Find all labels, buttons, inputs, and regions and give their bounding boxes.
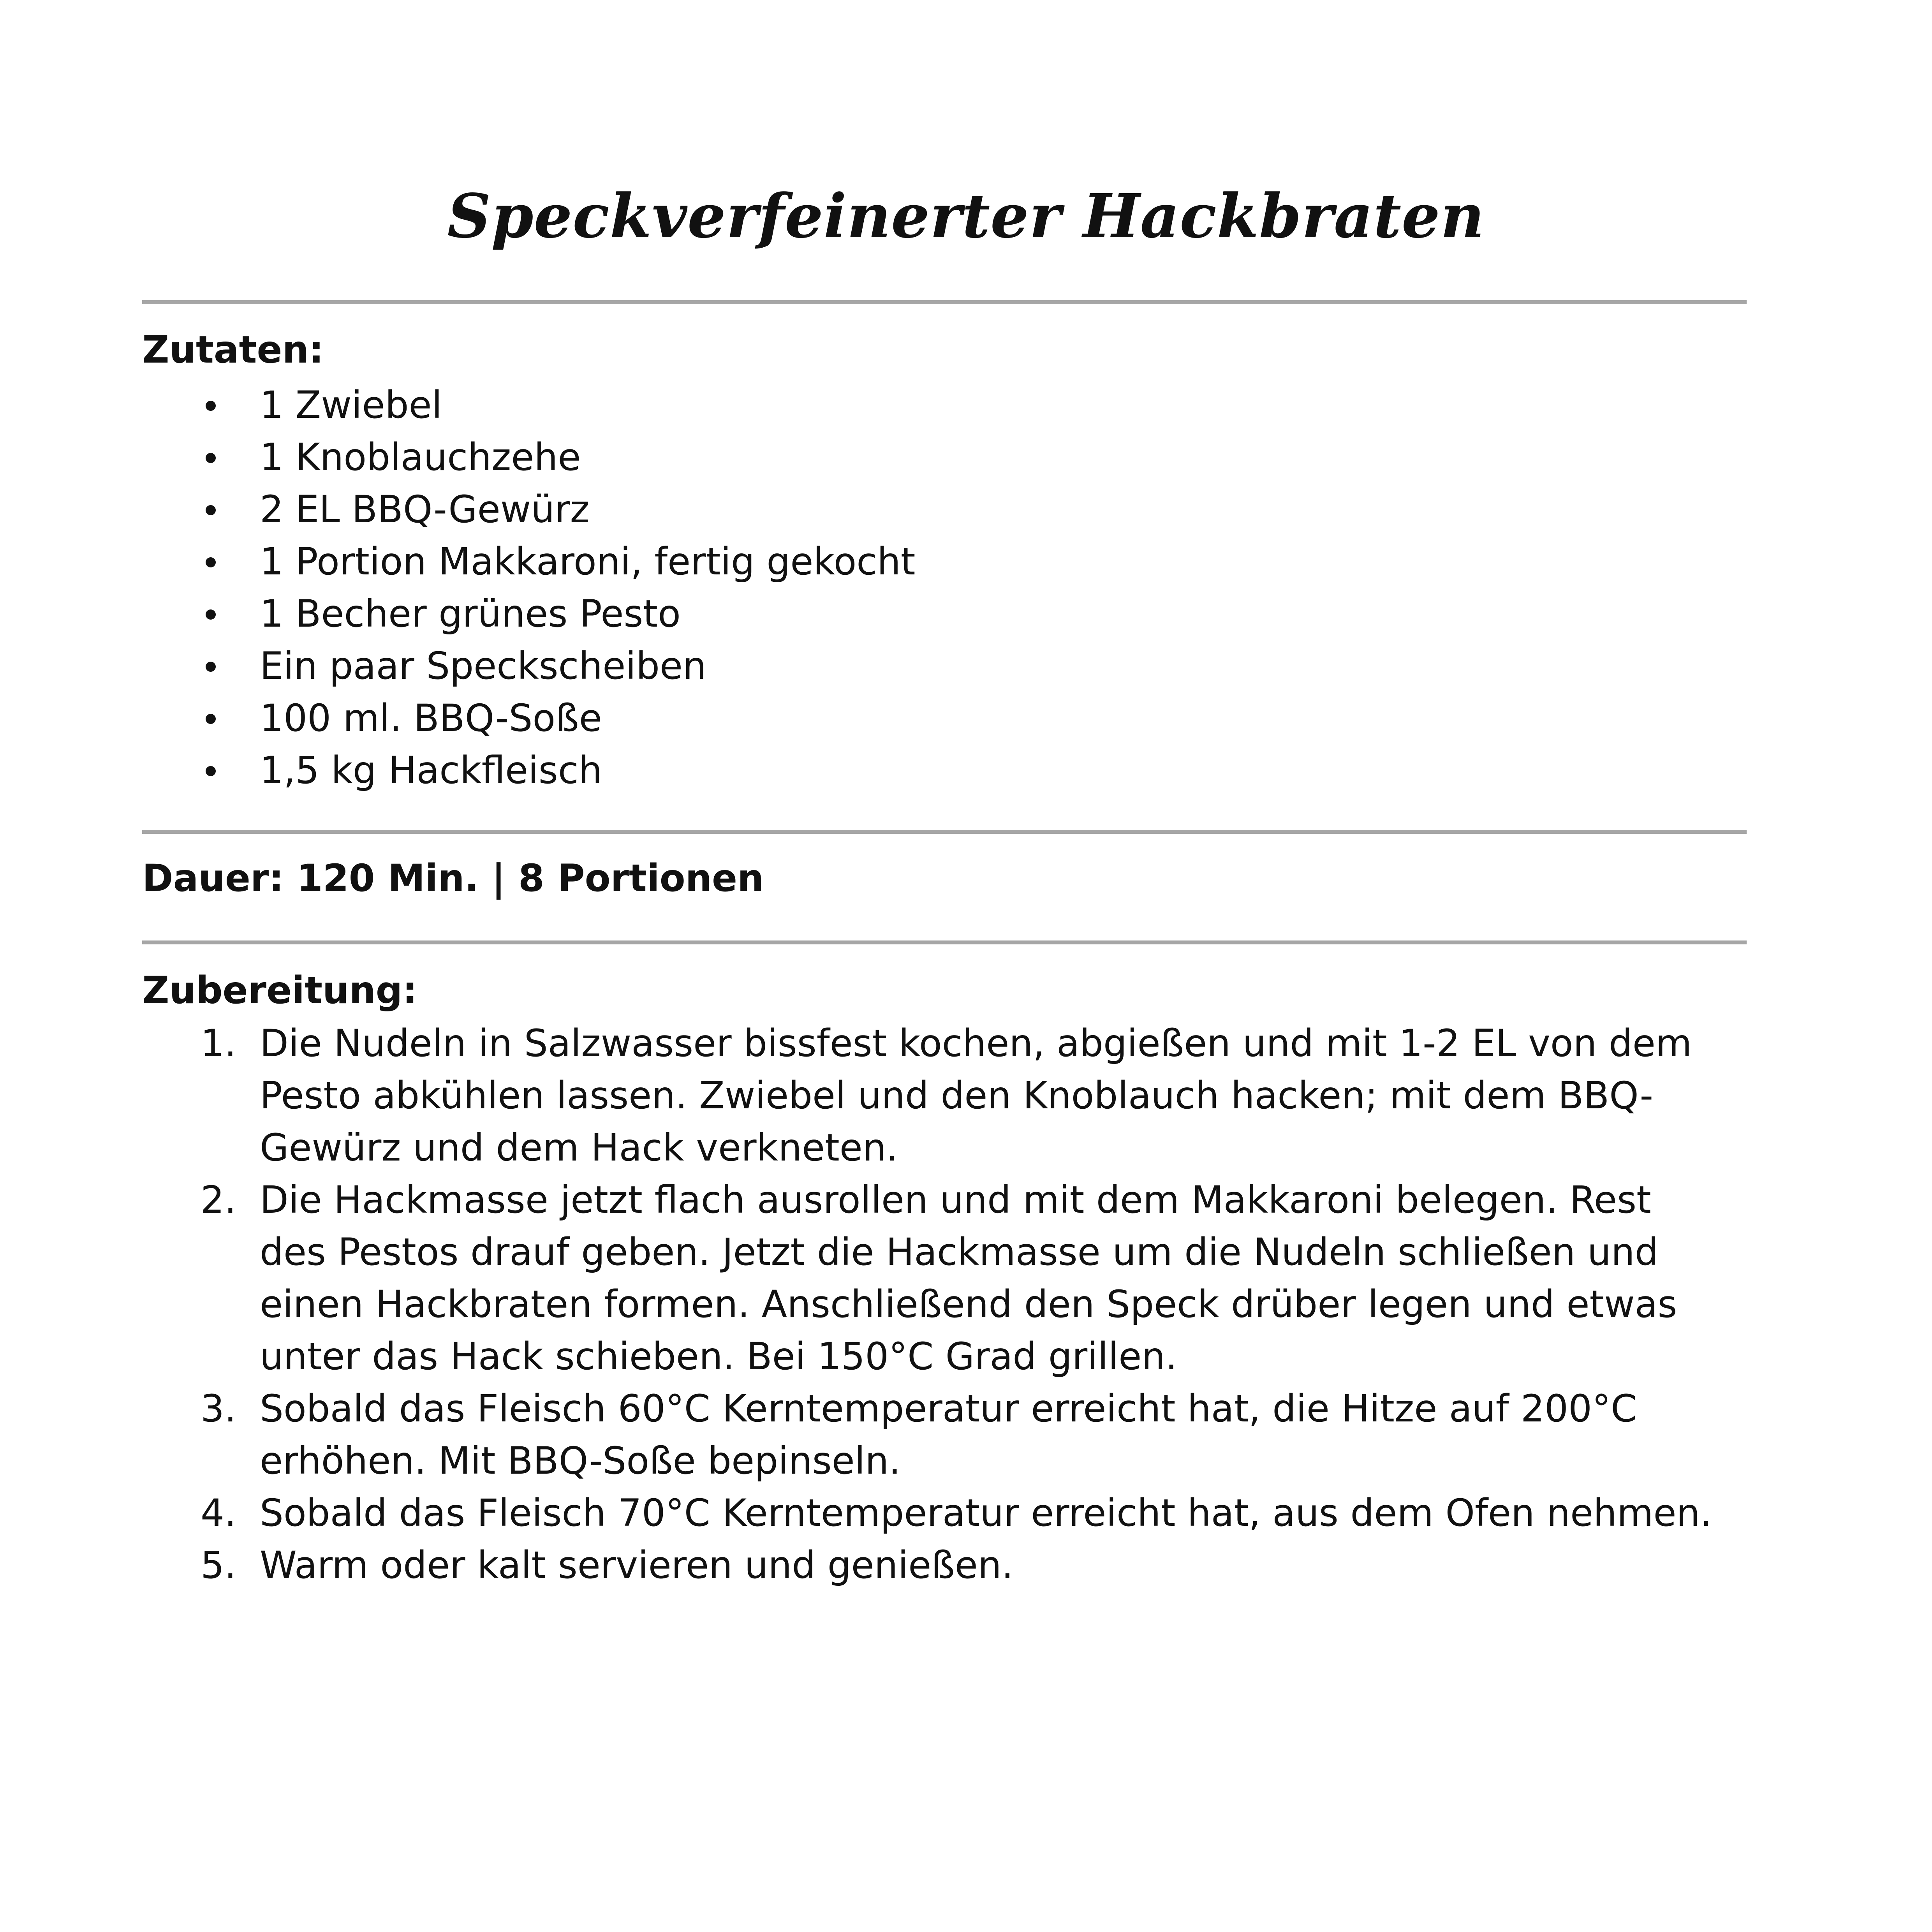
step-line: Sobald das Fleisch 70°C Kerntemperatur erreicht hat, aus dem Ofen nehmen. <box>260 1491 1712 1535</box>
step-number: 1. <box>201 1021 236 1065</box>
ingredient-text: 2 EL BBQ-Gewürz <box>260 488 590 531</box>
bullet-icon <box>206 766 216 776</box>
step-number: 4. <box>201 1491 236 1535</box>
step-number: 2. <box>201 1178 236 1222</box>
ingredients-heading: Zutaten: <box>142 328 324 372</box>
bullet-icon <box>206 453 216 463</box>
step-number: 5. <box>201 1543 236 1587</box>
step-item <box>0 1383 1740 1487</box>
step-line: unter das Hack schieben. Bei 150°C Grad grillen. <box>260 1335 1177 1378</box>
step-line: Sobald das Fleisch 60°C Kerntemperatur erreicht hat, die Hitze auf 200°C <box>260 1387 1637 1430</box>
step-line: Die Hackmasse jetzt flach ausrollen und mit dem Makkaroni belegen. Rest <box>260 1178 1651 1222</box>
step-item <box>0 1017 1740 1174</box>
step-number: 3. <box>201 1387 236 1430</box>
ingredient-text: 1 Becher grünes Pesto <box>260 592 681 636</box>
step-line: erhöhen. Mit BBQ-Soße bepinseln. <box>260 1439 901 1483</box>
step-line: Pesto abkühlen lassen. Zwiebel und den Knoblauch hacken; mit dem BBQ- <box>260 1074 1654 1117</box>
ingredient-text: 1 Knoblauchzehe <box>260 435 581 479</box>
bullet-icon <box>206 609 216 620</box>
step-line: Die Nudeln in Salzwasser bissfest kochen, abgießen und mit 1-2 EL von dem <box>260 1021 1692 1065</box>
bullet-icon <box>206 714 216 724</box>
ingredient-text: Ein paar Speckscheiben <box>260 644 706 688</box>
divider-bottom <box>142 940 1747 944</box>
bullet-icon <box>206 557 216 567</box>
step-item <box>0 1487 1740 1539</box>
divider-top <box>142 300 1747 304</box>
bullet-icon <box>206 401 216 411</box>
bullet-icon <box>206 505 216 515</box>
step-line: Warm oder kalt servieren und genießen. <box>260 1543 1014 1587</box>
recipe-title: Speckverfeinerter Hackbraten <box>447 180 1485 252</box>
bullet-icon <box>206 662 216 672</box>
ingredient-text: 1 Portion Makkaroni, fertig gekocht <box>260 540 916 583</box>
step-item <box>0 1539 1740 1591</box>
step-line: des Pestos drauf geben. Jetzt die Hackmasse um die Nudeln schließen und <box>260 1230 1659 1274</box>
step-line: Gewürz und dem Hack verkneten. <box>260 1126 898 1169</box>
ingredient-text: 1,5 kg Hackfleisch <box>260 748 602 792</box>
divider-middle <box>142 830 1747 834</box>
ingredient-text: 1 Zwiebel <box>260 383 442 427</box>
step-item <box>0 1174 1740 1383</box>
preparation-heading: Zubereitung: <box>142 969 417 1012</box>
duration-servings: Dauer: 120 Min. | 8 Portionen <box>142 856 764 900</box>
ingredient-text: 100 ml. BBQ-Soße <box>260 696 602 740</box>
step-line: einen Hackbraten formen. Anschließend den Speck drüber legen und etwas <box>260 1282 1677 1326</box>
step-list <box>0 1017 1740 1591</box>
